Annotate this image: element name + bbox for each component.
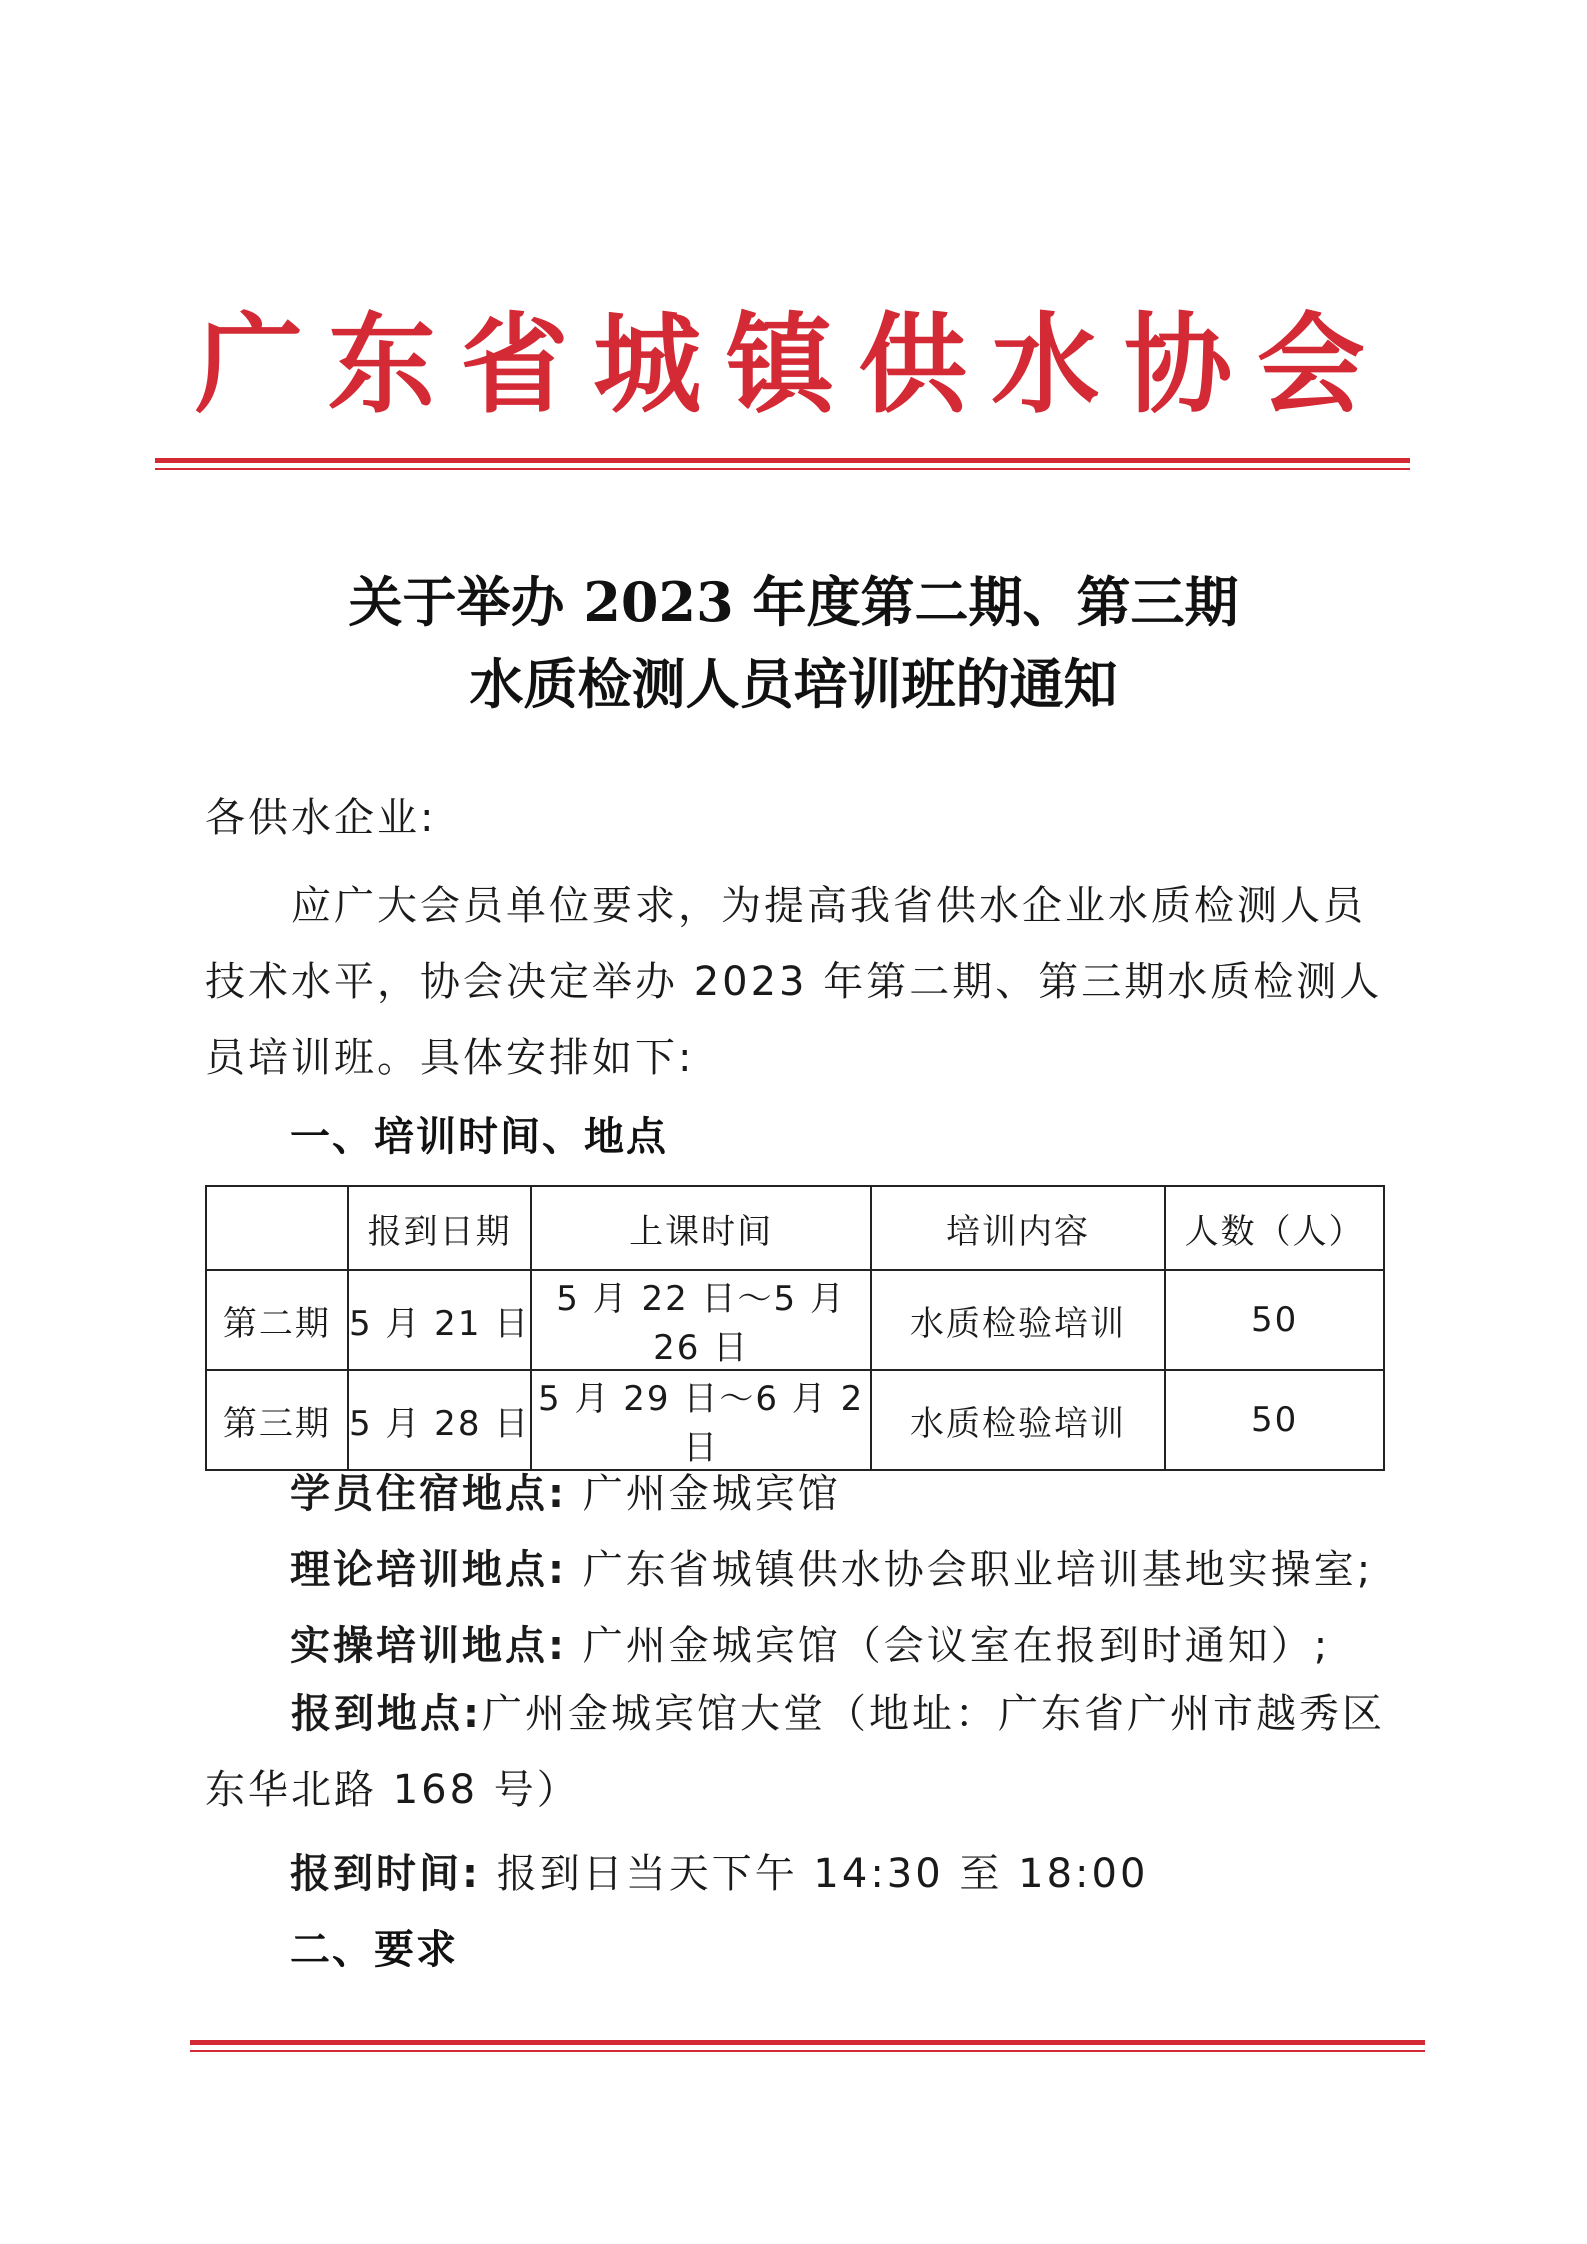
table-cell: 5 月 21 日 <box>348 1270 532 1370</box>
theory-line <box>290 1538 1373 1595</box>
table-cell: 5 月 22 日～5 月 26 日 <box>531 1270 870 1370</box>
footer-rule-bottom <box>190 2050 1425 2052</box>
org-char: 广 <box>195 302 304 428</box>
table-cell: 50 <box>1165 1370 1384 1470</box>
org-char: 省 <box>460 302 569 428</box>
table-cell: 5 月 28 日 <box>348 1370 532 1470</box>
footer-rule-top <box>190 2040 1425 2045</box>
table-cell: 5 月 29 日～6 月 2 日 <box>531 1370 870 1470</box>
table-cell: 第三期 <box>206 1370 348 1470</box>
table-header-cell: 培训内容 <box>871 1186 1165 1270</box>
lodging-line <box>290 1462 841 1519</box>
intro-paragraph: 应广大会员单位要求，为提高我省供水企业水质检测人员技术水平，协会决定举办 2023 年第二期、第三期水质检测人员培训班。具体安排如下: <box>205 883 1383 1081</box>
document-title-line2: 水质检测人员培训班的通知 <box>469 652 1118 716</box>
checkin-time-line <box>290 1842 1148 1899</box>
table-header-row <box>206 1186 1384 1270</box>
org-char: 城 <box>593 302 702 428</box>
org-char: 供 <box>858 302 967 428</box>
table-cell: 水质检验培训 <box>871 1270 1165 1370</box>
practice-line <box>290 1614 1330 1671</box>
letterhead-org-name <box>195 300 1365 430</box>
org-char: 镇 <box>725 302 834 428</box>
org-char: 协 <box>1124 302 1233 428</box>
letterhead-rule-top <box>155 458 1410 463</box>
theory-label: 理论培训地点: <box>290 1547 567 1593</box>
section1-heading: 一、培训时间、地点 <box>290 1114 668 1160</box>
schedule-table <box>205 1185 1385 1471</box>
org-char: 东 <box>327 302 436 428</box>
lodging-value: 广州金城宾馆 <box>582 1471 841 1517</box>
table-row <box>206 1370 1384 1470</box>
org-char: 水 <box>991 302 1100 428</box>
theory-value: 广东省城镇供水协会职业培训基地实操室; <box>582 1547 1374 1593</box>
table-header-cell: 报到日期 <box>348 1186 532 1270</box>
practice-label: 实操培训地点: <box>290 1623 567 1669</box>
table-row <box>206 1270 1384 1370</box>
org-char: 会 <box>1256 302 1365 428</box>
lodging-label: 学员住宿地点: <box>290 1471 567 1517</box>
checkin-time-label: 报到时间: <box>290 1851 481 1897</box>
document-title-line1: 关于举办 2023 年度第二期、第三期 <box>348 570 1239 634</box>
checkin-place-label: 报到地点: <box>291 1691 482 1737</box>
checkin-place-value: 广州金城宾馆大堂（地址：广东省广州市越秀区东华北路 168 号） <box>205 1691 1385 1813</box>
checkin-place-line <box>205 1676 1390 1828</box>
table-header-cell: 上课时间 <box>531 1186 870 1270</box>
salutation: 各供水企业: <box>205 795 437 841</box>
table-cell: 第二期 <box>206 1270 348 1370</box>
table-header-cell: 人数（人） <box>1165 1186 1384 1270</box>
checkin-time-value: 报到日当天下午 14:30 至 18:00 <box>496 1851 1149 1897</box>
letterhead-rule-bottom <box>155 468 1410 470</box>
table-cell: 50 <box>1165 1270 1384 1370</box>
table-cell: 水质检验培训 <box>871 1370 1165 1470</box>
practice-value: 广州金城宾馆（会议室在报到时通知）; <box>582 1623 1331 1669</box>
table-header-cell <box>206 1186 348 1270</box>
section2-heading: 二、要求 <box>290 1927 458 1973</box>
